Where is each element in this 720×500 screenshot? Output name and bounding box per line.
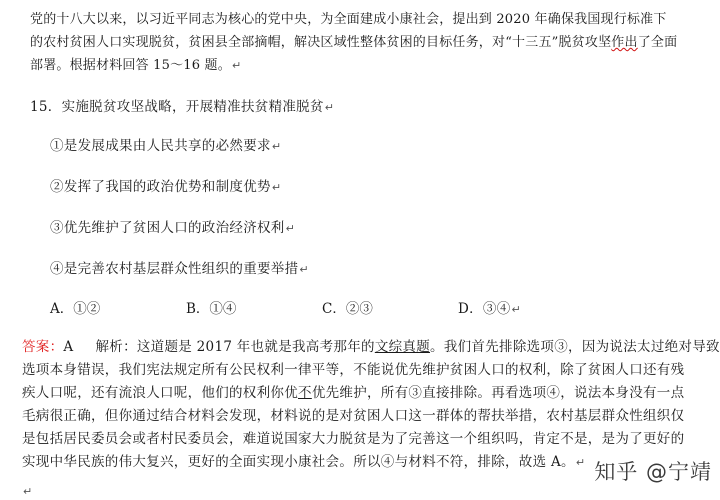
answer-line-1 [22, 335, 720, 355]
analysis-text: 。我们首先排除选项③，因为说法太过绝对导致 [430, 339, 720, 355]
option-d-text: D．③④ [458, 301, 511, 317]
question-item-1 [50, 134, 281, 154]
analysis-underlined-char: 不 [298, 385, 312, 401]
intro-line-3-text: 部署。根据材料回答 15～16 题。 [30, 58, 231, 73]
option-a: A．①② [50, 301, 101, 317]
question-item-3 [50, 216, 295, 236]
intro-line-2-text: 的农村贫困人口实现脱贫，贫困县全部摘帽，解决区域性整体贫困的目标任务，对“十三五”脱贫攻坚 [30, 35, 612, 50]
paragraph-return-icon: ↵ [231, 59, 242, 72]
answer-line-5 [22, 427, 684, 447]
intro-line-2-flagged: 作出 [611, 35, 638, 50]
analysis-text: 是包括居民委员会或者村民委员会，难道说国家大力脱贫是为了完善这一个组织吗，肯定不是，是为了更好的 [22, 431, 685, 447]
analysis-text: 毛病很正确，但你通过结合材料会发现，材料说的是对贫困人口这一群体的帮扶举措，农村基层群众性组织仅 [22, 408, 685, 424]
answer-line-3 [22, 381, 684, 401]
intro-line-3 [30, 54, 241, 73]
paragraph-return-icon: ↵ [324, 101, 335, 114]
answer-line-2 [22, 358, 684, 378]
paragraph-return-icon: ↵ [575, 456, 586, 469]
question-item-text: ②发挥了我国的政治优势和制度优势 [50, 179, 271, 195]
paragraph-return-icon: ↵ [271, 181, 282, 194]
paragraph-return-icon: ↵ [299, 263, 309, 276]
question-item-4 [50, 257, 309, 277]
question-item-2 [50, 175, 281, 195]
zhihu-watermark: 知乎 @宁靖 [594, 460, 712, 484]
paragraph-return-icon: ↵ [511, 303, 522, 316]
analysis-text: 选项本身错误，我们宪法规定所有公民权利一律平等，不能说优先维护贫困人口的权利，除了贫困人口还有残 [22, 362, 685, 378]
paragraph-return-icon: ↵ [271, 140, 282, 153]
intro-line-2-end: 了全面 [637, 35, 678, 50]
question-stem [30, 95, 334, 115]
analysis-text: 实现中华民族的伟大复兴，更好的全面实现小康社会。所以④与材料不符，排除，故选 A。 [22, 454, 575, 470]
answer-line-4 [22, 404, 684, 424]
analysis-text: 解析：这道题是 2017 年也就是我高考那年的 [95, 339, 375, 355]
paragraph-return-icon: ↵ [285, 222, 296, 235]
intro-line-2 [30, 31, 677, 50]
question-item-text: ④是完善农村基层群众性组织的重要举措 [50, 261, 299, 277]
intro-line-1 [30, 8, 667, 27]
analysis-text: 优先维护，所有③直接排除。再看选项④，说法本身没有一点 [311, 385, 685, 401]
answer-line-6 [22, 450, 585, 470]
empty-paragraph [22, 480, 32, 499]
analysis-underlined-term: 文综真题 [374, 339, 431, 355]
option-d [458, 297, 521, 317]
question-stem-text: 15．实施脱贫攻坚战略，开展精准扶贫精准脱贫 [30, 99, 324, 115]
paragraph-return-icon: ↵ [23, 485, 33, 498]
option-b: B．①④ [186, 301, 237, 317]
question-item-text: ①是发展成果由人民共享的必然要求 [50, 138, 271, 154]
analysis-text: 疾人口呢，还有流浪人口呢，他们的权利你优 [22, 385, 298, 401]
answer-label: 答案： [22, 339, 64, 355]
option-c: C．②③ [322, 301, 373, 317]
answer-value: A [63, 339, 74, 355]
question-item-text: ③优先维护了贫困人口的政治经济权利 [50, 220, 285, 236]
intro-line-1-text: 党的十八大以来，以习近平同志为核心的党中央，为全面建成小康社会，提出到 2020 年确保我国现行标准下 [30, 12, 667, 27]
